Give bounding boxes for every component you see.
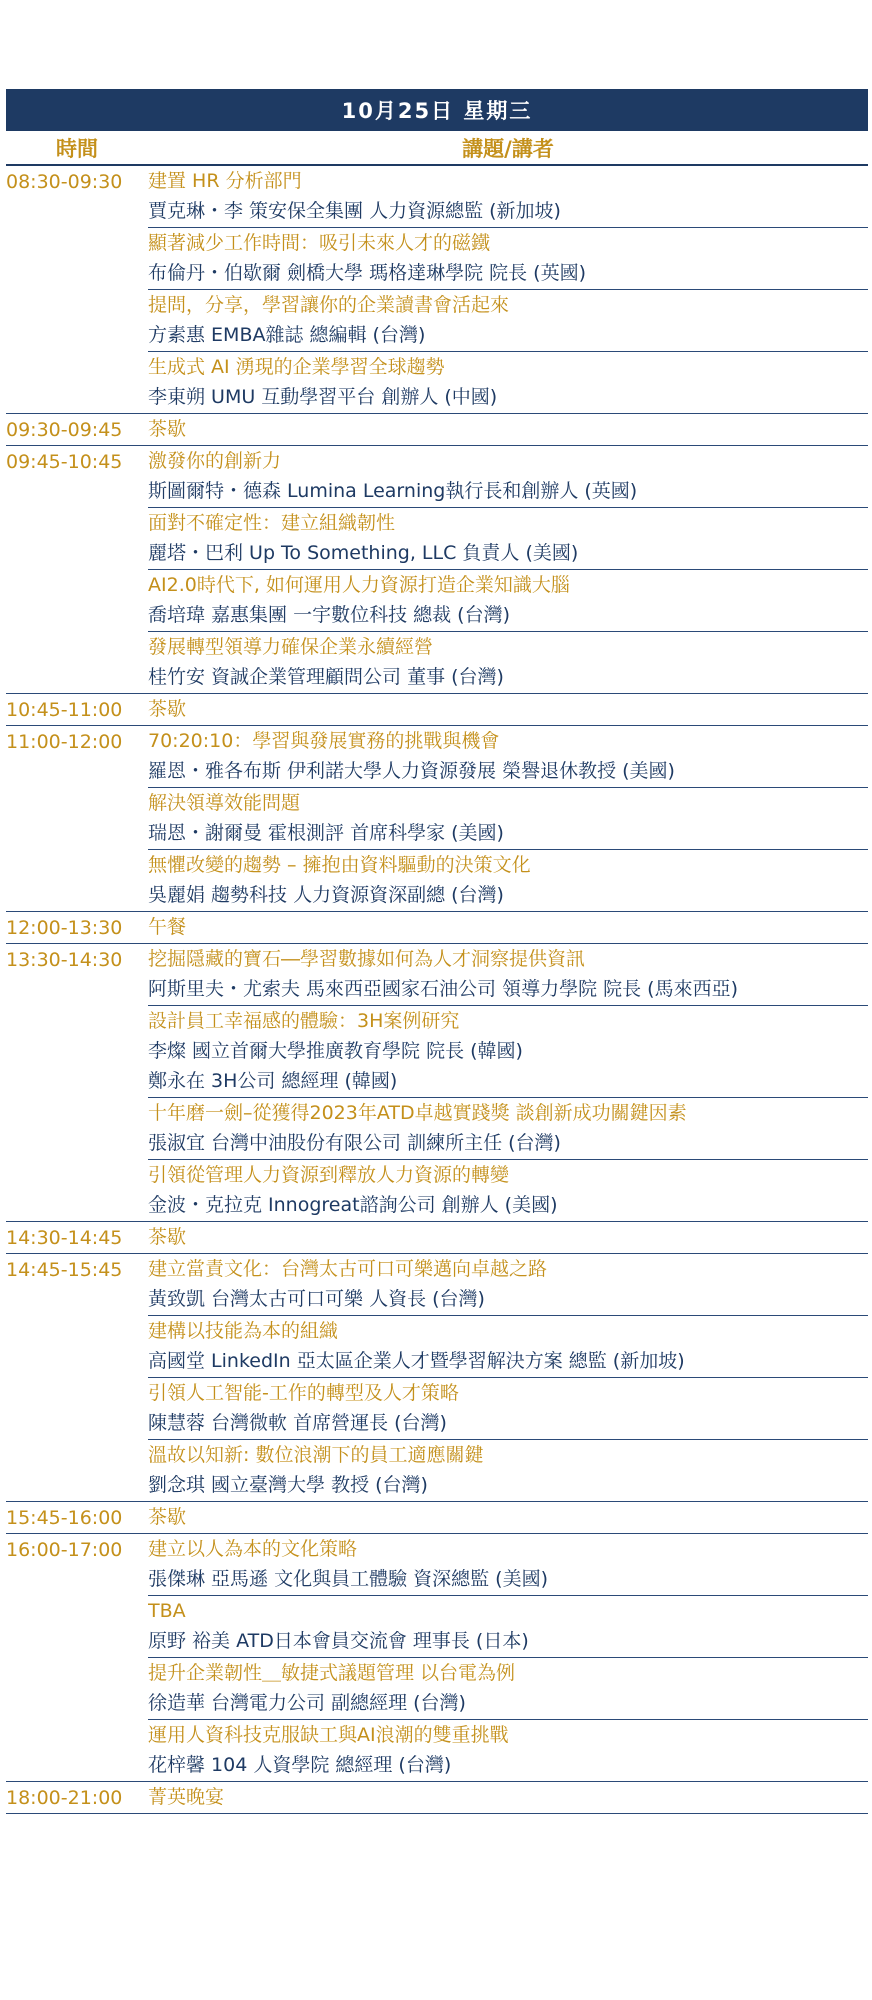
session-slot (6, 944, 868, 1222)
break-label: 午餐 (148, 916, 187, 938)
talk-topic: 運用人資科技克服缺工與AI浪潮的雙重挑戰 (148, 1724, 509, 1746)
slot-time: 13:30-14:30 (6, 949, 123, 971)
talk-item (148, 1316, 868, 1378)
talk-speaker: 高國堂 LinkedIn 亞太區企業人才暨學習解決方案 總監 (新加坡) (148, 1350, 685, 1372)
talk-speaker: 黃致凱 台灣太古可口可樂 人資長 (台灣) (148, 1288, 485, 1310)
slot-content (148, 1222, 868, 1253)
talk-topic: 十年磨一劍–從獲得2023年ATD卓越實踐獎 談創新成功關鍵因素 (148, 1102, 687, 1124)
talk-topic: 解決領導效能問題 (148, 792, 301, 814)
talk-topic: 發展轉型領導力確保企業永續經營 (148, 636, 434, 658)
talk-topic: 面對不確定性：建立組織韌性 (148, 512, 396, 534)
talk-item (148, 788, 868, 850)
slot-content (148, 1534, 868, 1781)
break-slot (6, 414, 868, 446)
break-slot (6, 1782, 868, 1814)
slot-time: 16:00-17:00 (6, 1539, 123, 1561)
talk-speaker: 麗塔・巴利 Up To Something, LLC 負責人 (美國) (148, 542, 579, 564)
date-header (6, 89, 868, 131)
talk-speaker: 瑞恩・謝爾曼 霍根測評 首席科學家 (美國) (148, 822, 504, 844)
slot-content (148, 944, 868, 1221)
talk-item (148, 1006, 868, 1098)
slot-time: 15:45-16:00 (6, 1507, 123, 1529)
talk-topic: 70:20:10：學習與發展實務的挑戰與機會 (148, 730, 500, 752)
talk-speaker: 李燦 國立首爾大學推廣教育學院 院長 (韓國) (148, 1040, 523, 1062)
talk-speaker: 原野 裕美 ATD日本會員交流會 理事長 (日本) (148, 1630, 529, 1652)
talk-topic: 挖掘隱藏的寶石―學習數據如何為人才洞察提供資訊 (148, 948, 586, 970)
talk-speaker: 羅恩・雅各布斯 伊利諾大學人力資源發展 榮譽退休教授 (美國) (148, 760, 675, 782)
talk-topic: TBA (148, 1600, 186, 1622)
session-slot (6, 1534, 868, 1782)
slot-time: 18:00-21:00 (6, 1787, 123, 1809)
talk-speaker: 桂竹安 資誠企業管理顧問公司 董事 (台灣) (148, 666, 504, 688)
schedule-body (6, 166, 868, 1814)
talk-item (148, 1378, 868, 1440)
talk-item (148, 352, 868, 413)
talk-speaker: 賈克琳・李 策安保全集團 人力資源總監 (新加坡) (148, 200, 561, 222)
session-slot (6, 166, 868, 414)
talk-item (148, 446, 868, 508)
date-label: 10月25日 星期三 (341, 99, 533, 123)
slot-content (148, 1502, 868, 1533)
talk-topic: 提問，分享，學習讓你的企業讀書會活起來 (148, 294, 510, 316)
break-slot (6, 694, 868, 726)
talk-speaker: 張淑宜 台灣中油股份有限公司 訓練所主任 (台灣) (148, 1132, 561, 1154)
column-header-row (6, 131, 868, 166)
slot-time: 11:00-12:00 (6, 731, 123, 753)
slot-time: 12:00-13:30 (6, 917, 123, 939)
talk-speaker: 花梓馨 104 人資學院 總經理 (台灣) (148, 1754, 452, 1776)
topic-column-header: 講題/講者 (462, 136, 554, 161)
break-label: 茶歇 (148, 1506, 187, 1528)
talk-speaker: 劉念琪 國立臺灣大學 教授 (台灣) (148, 1474, 428, 1496)
agenda-table (6, 89, 868, 1814)
talk-topic: 設計員工幸福感的體驗：3H案例研究 (148, 1010, 460, 1032)
slot-time: 09:45-10:45 (6, 451, 123, 473)
slot-content (148, 694, 868, 725)
talk-topic: 生成式 AI 湧現的企業學習全球趨勢 (148, 356, 445, 378)
talk-topic: 提升企業韌性＿敏捷式議題管理 以台電為例 (148, 1662, 516, 1684)
slot-content (148, 726, 868, 911)
talk-topic: 建構以技能為本的組織 (148, 1320, 339, 1342)
talk-item (148, 1440, 868, 1501)
talk-item (148, 1534, 868, 1596)
talk-item (148, 1596, 868, 1658)
talk-topic: 激發你的創新力 (148, 450, 282, 472)
slot-time: 10:45-11:00 (6, 699, 123, 721)
talk-item (148, 508, 868, 570)
talk-topic: 建立當責文化：台灣太古可口可樂邁向卓越之路 (148, 1258, 548, 1280)
talk-item (148, 726, 868, 788)
talk-item (148, 570, 868, 632)
talk-item (148, 166, 868, 228)
slot-content (148, 446, 868, 693)
talk-item (148, 1658, 868, 1720)
talk-item (148, 228, 868, 290)
talk-topic: 無懼改變的趨勢 – 擁抱由資料驅動的決策文化 (148, 854, 531, 876)
talk-topic: AI2.0時代下, 如何運用人力資源打造企業知識大腦 (148, 574, 570, 596)
talk-item (148, 290, 868, 352)
slot-content (148, 414, 868, 445)
time-column-header: 時間 (56, 136, 98, 161)
talk-speaker: 徐造華 台灣電力公司 副總經理 (台灣) (148, 1692, 466, 1714)
session-slot (6, 726, 868, 912)
talk-speaker: 鄭永在 3H公司 總經理 (韓國) (148, 1070, 398, 1092)
talk-item (148, 1098, 868, 1160)
talk-speaker: 張傑琳 亞馬遜 文化與員工體驗 資深總監 (美國) (148, 1568, 548, 1590)
talk-item (148, 1254, 868, 1316)
talk-speaker: 李東朔 UMU 互動學習平台 創辦人 (中國) (148, 386, 498, 408)
slot-content (148, 1782, 868, 1813)
talk-item (148, 1720, 868, 1781)
break-slot (6, 912, 868, 944)
session-slot (6, 446, 868, 694)
break-slot (6, 1222, 868, 1254)
slot-content (148, 1254, 868, 1501)
talk-item (148, 1160, 868, 1221)
break-label: 茶歇 (148, 418, 187, 440)
slot-content (148, 166, 868, 413)
talk-item (148, 632, 868, 693)
talk-speaker: 布倫丹・伯歇爾 劍橋大學 瑪格達琳學院 院長 (英國) (148, 262, 586, 284)
talk-topic: 引領人工智能-工作的轉型及人才策略 (148, 1382, 459, 1404)
talk-speaker: 吳麗娟 趨勢科技 人力資源資深副總 (台灣) (148, 884, 504, 906)
talk-speaker: 金波・克拉克 Innogreat諮詢公司 創辦人 (美國) (148, 1194, 558, 1216)
break-label: 茶歇 (148, 698, 187, 720)
session-slot (6, 1254, 868, 1502)
slot-time: 14:30-14:45 (6, 1227, 123, 1249)
slot-time: 08:30-09:30 (6, 171, 123, 193)
talk-topic: 顯著減少工作時間：吸引未來人才的磁鐵 (148, 232, 491, 254)
slot-content (148, 912, 868, 943)
break-slot (6, 1502, 868, 1534)
break-label: 茶歇 (148, 1226, 187, 1248)
talk-speaker: 喬培瑋 嘉惠集團 一宇數位科技 總裁 (台灣) (148, 604, 510, 626)
talk-topic: 引領從管理人力資源到釋放人力資源的轉變 (148, 1164, 510, 1186)
talk-topic: 建立以人為本的文化策略 (148, 1538, 358, 1560)
talk-speaker: 方素惠 EMBA雜誌 總編輯 (台灣) (148, 324, 426, 346)
talk-item (148, 944, 868, 1006)
talk-speaker: 陳慧蓉 台灣微軟 首席營運長 (台灣) (148, 1412, 447, 1434)
talk-speaker: 阿斯里夫・尤索夫 馬來西亞國家石油公司 領導力學院 院長 (馬來西亞) (148, 978, 738, 1000)
slot-time: 09:30-09:45 (6, 419, 123, 441)
break-label: 菁英晚宴 (148, 1786, 225, 1808)
talk-speaker: 斯圖爾特・德森 Lumina Learning執行長和創辦人 (英國) (148, 480, 638, 502)
talk-item (148, 850, 868, 911)
talk-topic: 溫故以知新: 數位浪潮下的員工適應關鍵 (148, 1444, 484, 1466)
talk-topic: 建置 HR 分析部門 (148, 170, 302, 192)
slot-time: 14:45-15:45 (6, 1259, 123, 1281)
